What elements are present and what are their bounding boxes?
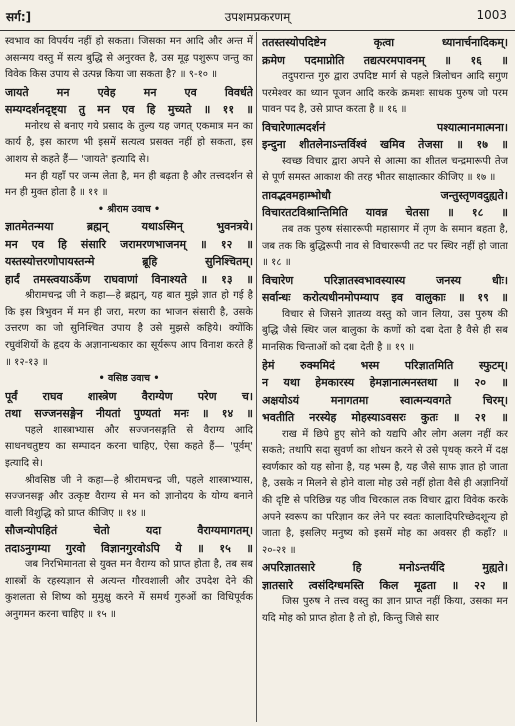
paragraph: राख में छिपे हुए सोने को यद्यपि और लोग अलग नहीं कर सकते; तथापि सदा सुवर्ण का शोधन करने से उसे पृथक् करने में दक्ष स्वर्णकार को यह सोना है, यह भस्म है, यह जैसे साफ ज्ञात हो जाता है, उसके न मिलने से होने वाला मोह उसे नहीं होता वैसे ही अज्ञानियों की दृष्टि से परिछिन्न यह जीव चिरकाल तक विचार द्वारा विवेक करके अपने स्वरूप का परिज्ञान कर लेने पर स्वतः कालादिपरिच्छेदशून्य हो जाता है, इसलिए मनुष्य को इसमें मोह का अवसर ही कहाँ? ॥ २०-२१ ॥ [262, 428, 508, 556]
verse-line: इन्दुना शीतलेनाऽन्तर्विश्वं खमिव तेजसा ॥ १७ ॥ [262, 138, 508, 152]
page-header [0, 0, 515, 31]
verse-line: अपरिज्ञातसारे हि मनोऽन्तर्यदि मुह्यते। [262, 561, 508, 575]
left-column [5, 34, 253, 722]
verse-line: यस्तस्योत्तरणोपायस्तन्मे ब्रूहि सुनिश्चितम्। [5, 255, 253, 269]
verse-line: सौजन्योपहितं चेतो यदा वैराग्यमागतम्। [5, 524, 253, 538]
verse-line: हार्दं तमस्त्वयाऽर्केण राघवाणां विनाश्यते ॥ १३ ॥ [5, 272, 253, 286]
verse-line: अक्षयोऽयं मनागतमा स्वात्मन्यवगते चिरम्। [262, 393, 508, 407]
speaker-heading: • श्रीराम उवाच • [97, 203, 161, 215]
verse-line: विचारतटविश्रान्तिमिति यावन्न चेतसा ॥ १८ ॥ [262, 206, 508, 220]
page-title: उपशमप्रकरणम् [224, 10, 291, 24]
column-divider [256, 32, 257, 722]
paragraph: जब निरभिमानता से युक्त मन वैराग्य को प्राप्त होता है, तब सब शास्त्रों के रहस्यज्ञान से अत्यन्त गौरवशाली और उपदेश देने की कुशलता से शिष्य को मुमुक्षु करने में समर्थ गुरुओं का विधिपूर्वक अनुगमन करना चाहिए ॥ १५ ॥ [5, 559, 253, 621]
verse-line: विचारेण परिज्ञातस्वभावस्यास्य जनस्य धीः। [262, 273, 508, 287]
paragraph: पहले शास्त्राभ्यास और सज्जनसङ्गति से वैराग्य आदि साधनचतुष्टय का सम्पादन करना चाहिए, ऐसा कहते हैं— 'पूर्वम्' इत्यादि से। [5, 424, 253, 469]
paragraph: तदुपरान्त गुरु द्वारा उपदिष्ट मार्ग से पहले त्रिलोचन आदि सगुण परमेश्वर का ध्यान पूजन आदि करके क्रमशः साधक पुरुष जो परम पावन पद है, उसे प्राप्त करता है ॥ १६ ॥ [262, 71, 508, 116]
verse-line: विचारेणात्मदर्शनं पश्यात्मानमात्मना। [262, 120, 508, 134]
right-column [262, 34, 508, 722]
verse-line: मन एव हि संसारि जरामरणभाजनम् ॥ १२ ॥ [5, 237, 253, 251]
verse-line: सर्वान्धः करोत्यधीनमोपम्याप इव वालुकाः ॥ १९ ॥ [262, 291, 508, 305]
verse-line: ततस्तस्योपदिष्टेन कृत्वा ध्यानार्चनादिकम्। [262, 36, 508, 49]
verse-line: तदाऽनुगम्या गुरवो विज्ञानगुरवोऽपि ये ॥ १५ ॥ [5, 541, 253, 555]
paragraph: श्रीरामचन्द्र जी ने कहा—हे ब्रह्मन्, यह बात मुझे ज्ञात हो गई है कि इस त्रिभुवन में मन ही जरा, मरण का भाजन संसारी है, उसके उत्तरण का जो सुनिश्चित उपाय है उसे मुझसे कहिये। क्योंकि रघुवंशियों के हृदय के अज्ञानान्धकार का सूर्यरूप आप विनाश करते हैं ॥ १२-१३ ॥ [5, 290, 253, 368]
verse-line: तथा सज्जनसङ्गेन नीयतां पुण्यतां मनः ॥ १४ ॥ [5, 407, 253, 421]
verse-line: न यथा हेमकारस्य हेमज्ञानात्मनस्तथा ॥ २० ॥ [262, 376, 508, 390]
verse-line: क्रमेण पदमाप्नोति तद्यत्परमपावनम् ॥ १६ ॥ [262, 53, 508, 67]
section-label: सर्ग:] [6, 10, 32, 24]
paragraph: स्वभाव का विपर्यय नहीं हो सकता। जिसका मन आदि और अन्त में असन्मय वस्तु में सत्य बुद्धि से अनुरक्त है, उस मूढ़ पशुरूप जन्तु का विवेक किस उपाय से उत्पन्न किया जा सकता है? ॥ ९-१० ॥ [5, 36, 253, 81]
verse-line: पूर्वं राघव शास्त्रेण वैराग्येण परेण च। [5, 389, 253, 403]
paragraph: जिस पुरुष ने तत्त्व वस्तु का ज्ञान प्राप्त नहीं किया, उसका मन यदि मोह को प्राप्त होता है तो हो, किन्तु जिसे सार [262, 596, 508, 624]
verse-line: भवतीति नरस्येह मोहस्याऽवसरः कुतः ॥ २१ ॥ [262, 411, 508, 425]
paragraph: मनोरथ से बनाए गये प्रसाद के तुल्य यह जगत् एकमात्र मन का कार्य है, इस कारण भी इसमें सत्यत्व प्रसक्त नहीं हो सकता, इस आशय से कहते हैं— 'जायते' इत्यादि से। [5, 120, 253, 165]
verse-line: हेमं रुक्ममिदं भस्म परिज्ञातमिति स्फुटम्। [262, 358, 508, 372]
paragraph: मन ही यहाँ पर जन्म लेता है, मन ही बढ़ता है और तत्त्वदर्शन से मन ही मुक्त होता है ॥ ११ ॥ [5, 170, 253, 199]
paragraph: विचार से जिसने ज्ञातव्य वस्तु को जान लिया, उस पुरुष की बुद्धि जैसे स्थिर जल बालुका के कणों को दबा देता है वैसे ही सब मानसिक चिन्ताओं को दबा देती है ॥ १९ ॥ [262, 308, 508, 353]
paragraph: श्रीवसिष्ठ जी ने कहा—हे श्रीरामचन्द्र जी, पहले शास्त्राभ्यास, सज्जनसङ्ग और उत्कृष्ट वैराग्य से मन को ज्ञानोदय के योग्य बनाने वाली विशुद्धि को प्राप्त कीजिए ॥ १४ ॥ [5, 474, 253, 519]
speaker-heading: • वसिष्ठ उवाच • [98, 373, 160, 385]
verse-line: ज्ञातसारे त्वसंदिग्धमस्ति किल मूढता ॥ २२ ॥ [262, 578, 508, 592]
verse-line: ज्ञातमेतन्मया ब्रह्मन् यथाऽस्मिन् भुवनत्रये। [5, 220, 253, 234]
paragraph: स्वच्छ विचार द्वारा अपने से आत्मा का शीतल चन्द्रमारूपी तेज से पूर्ण समस्त आकाश की तरह भीतर साक्षात्कार कीजिए ॥ १७ ॥ [262, 155, 508, 184]
page-number: 1003 [476, 8, 507, 22]
verse-line: जायते मन एवेह मन एव विवर्धते [5, 85, 253, 99]
verse-line: सम्यग्दर्शनदृष्ट्या तु मन एव हि मुच्यते ॥ ११ ॥ [5, 103, 253, 117]
verse-line: तावद्भवमहाम्भोधौ जन्तुस्तृणवदुह्यते। [262, 188, 508, 202]
paragraph: तब तक पुरुष संसाररूपी महासागर में तृण के समान बहता है, जब तक कि बुद्धिरूपी नाव से विचाररूपी तट पर स्थिर नहीं हो जाता ॥ १८ ॥ [262, 223, 508, 269]
